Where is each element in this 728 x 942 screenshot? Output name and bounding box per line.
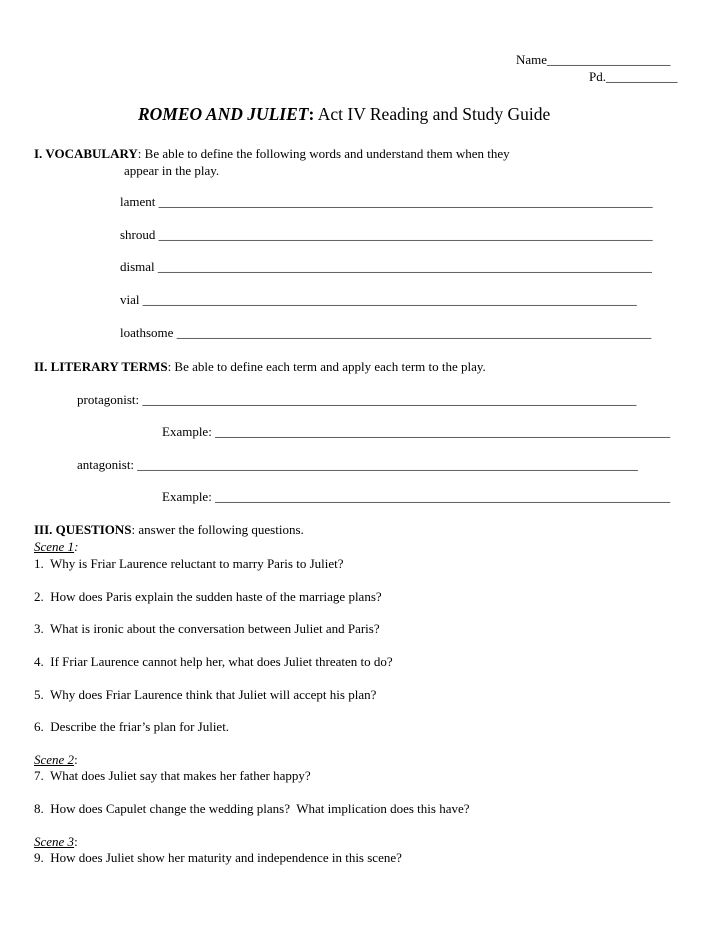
vocab-blank[interactable]: _________________________________________________________________________	[173, 325, 652, 340]
questions-heading-line	[34, 522, 304, 538]
questions-instruction: : answer the following questions.	[131, 522, 304, 537]
antagonist-field[interactable]: antagonist: _____________________________________________________________________________	[77, 457, 638, 472]
title-colon: :	[308, 104, 315, 124]
page-title	[138, 103, 550, 125]
vocab-blank[interactable]: ____________________________________________________________________________	[155, 194, 653, 209]
question-5: 5. Why does Friar Laurence think that Juliet will accept his plan?	[34, 687, 377, 702]
vocab-term: shroud	[120, 227, 156, 242]
scene-1-heading: Scene 1:	[34, 539, 79, 554]
vocab-term: lament	[120, 194, 156, 209]
literary-terms-instruction: : Be able to define each term and apply each term to the play.	[167, 359, 486, 374]
vocab-term: vial	[120, 292, 140, 307]
questions-heading: III. QUESTIONS	[34, 522, 132, 537]
title-rest: Act IV Reading and Study Guide	[314, 104, 551, 124]
antagonist-example-field[interactable]: Example: ______________________________________________________________________	[162, 489, 671, 504]
vocab-blank[interactable]: ____________________________________________________________________________	[155, 227, 653, 242]
question-9: 9. How does Juliet show her maturity and independence in this scene?	[34, 850, 402, 865]
scene-2-heading: Scene 2:	[34, 752, 78, 767]
vocab-item-loathsome	[120, 325, 651, 341]
vocab-term: dismal	[120, 259, 155, 274]
vocabulary-instruction: : Be able to define the following words and understand them when they	[137, 146, 510, 161]
vocab-term: loathsome	[120, 325, 174, 340]
question-1: 1. Why is Friar Laurence reluctant to marry Paris to Juliet?	[34, 556, 344, 571]
protagonist-example-field[interactable]: Example: ______________________________________________________________________	[162, 424, 671, 439]
scene-3-heading: Scene 3:	[34, 834, 78, 849]
question-6: 6. Describe the friar’s plan for Juliet.	[34, 719, 230, 734]
title-play: ROMEO AND JULIET	[138, 104, 309, 124]
vocab-item-lament	[120, 194, 653, 210]
protagonist-field[interactable]: protagonist: ____________________________________________________________________________	[77, 392, 637, 407]
question-8: 8. How does Capulet change the wedding plans? What implication does this have?	[34, 801, 470, 816]
period-field[interactable]: Pd.___________	[589, 69, 678, 84]
question-4: 4. If Friar Laurence cannot help her, what does Juliet threaten to do?	[34, 654, 393, 669]
vocabulary-heading-line	[34, 146, 510, 162]
vocab-blank[interactable]: ____________________________________________________________________________	[139, 292, 637, 307]
question-3: 3. What is ironic about the conversation between Juliet and Paris?	[34, 621, 380, 636]
vocabulary-instruction-cont: appear in the play.	[124, 163, 220, 178]
literary-terms-heading: II. LITERARY TERMS	[34, 359, 168, 374]
vocab-item-shroud	[120, 227, 653, 243]
question-7: 7. What does Juliet say that makes her father happy?	[34, 768, 311, 783]
vocabulary-heading: I. VOCABULARY	[34, 146, 138, 161]
question-2: 2. How does Paris explain the sudden haste of the marriage plans?	[34, 589, 382, 604]
name-field[interactable]: Name___________________	[516, 52, 671, 67]
literary-terms-heading-line	[34, 359, 486, 375]
vocab-item-dismal	[120, 259, 652, 275]
vocab-blank[interactable]: ____________________________________________________________________________	[154, 259, 652, 274]
vocab-item-vial	[120, 292, 637, 308]
